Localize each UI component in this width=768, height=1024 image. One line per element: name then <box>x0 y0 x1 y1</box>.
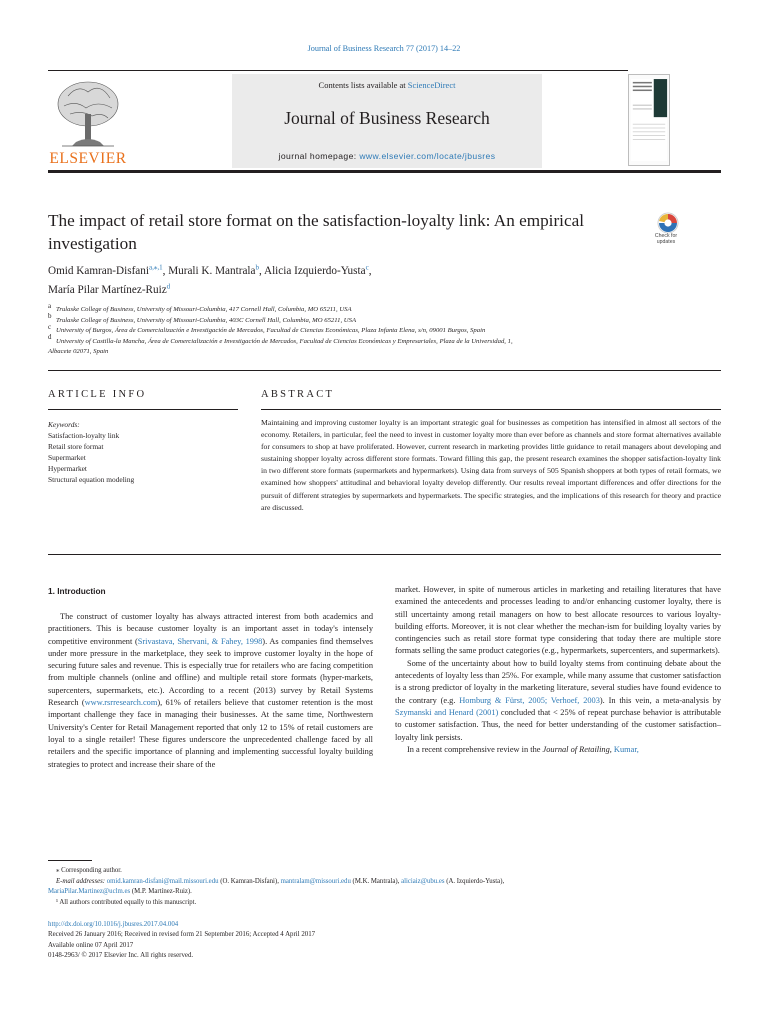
contents-line: Contents lists available at ScienceDirect <box>318 80 456 90</box>
email-link[interactable]: omid.kamran-disfani@mail.missouri.edu <box>106 877 219 885</box>
keywords-label: Keywords: <box>48 420 80 429</box>
keyword: Hypermarket <box>48 464 87 473</box>
affiliation-item: $^c$ University of Burgos, Área de Comercialización e Investigación de Mercados, Facultad de Ciencias Económicas, Plaza Infanta Elena, s/n, 09001 Burgos, Spain <box>48 322 486 334</box>
body-paragraph: market. However, in spite of numerous articles in marketing and retailing literatures that have examined the antecedents and processes leading to and/or enhancing customer loyalty, there is still uncertainty among retail managers on how to best allocate resources to various loyalty-building efforts. Moreover, it is not clear whether the mechan-ism for building loyalty varies by contingencies such as retail store format type considering that today there are multiple store formats selling the same product categories (e.g., hypermarkets, supercenters, and supermarkets). <box>395 585 721 656</box>
keywords-list <box>48 419 238 485</box>
body-paragraph: The construct of customer loyalty has always attracted interest from both academics and practitioners. This is because customer loyalty is an important asset in today's intensely competitive environment (Srivastava, Shervani, & Fahey, 1998). As companies find themselves under more pressure in the marketplace, they seek to improve customer loyalty in the hope of securing future sales and revenue. This is especially true for retailers who are facing competition from multiple channels (online and offline) and multiple retail store formats (hyper-markets, supercenters, supermarkets, etc.). According to a recent (2013) survey by Retail Systems Research (www.rsrresearch.com), 61% of retailers believe that customer retention is the most important challenge they face in managing their businesses. At the same time, Northwestern University's Center for Retail Management reported that only 12 to 15% of retail customers are loyal to a single retailer! These figures underscore the unprecedented challenge faced by all retailers and the specific importance of planning and implementing successful loyalty building strategies to protect and increase their share of the <box>48 612 374 769</box>
body-paragraph: Some of the uncertainty about how to build loyalty stems from continuing debate about the antecedents of loyalty less than 25%. For example, while many assume that customer satisfaction is a strong predictor of loyalty in the marketing literature, several studies have found evidence to the contrary (e.g. Homburg & Fürst, 2005; Verhoef, 2003). In this vein, a meta-analysis by Szymanski and Henard (2001) concluded that < 25% of repeat purchase behavior is attributable to customer satisfaction. Thus, the need for better understanding of the customer satisfaction–loyalty link persists. <box>395 658 722 742</box>
sciencedirect-link[interactable]: ScienceDirect <box>407 80 456 90</box>
email-link[interactable]: MariaPilar.Martinez@uclm.es <box>48 888 131 895</box>
journal-homepage: journal homepage: www.elsevier.com/locate/jbusres <box>278 151 496 161</box>
article-info-rule <box>48 409 238 410</box>
author-name: María Pilar Martínez-Ruiz <box>48 284 167 296</box>
footnote-corresponding: ⁎ Corresponding author. <box>56 867 122 874</box>
keyword: Structural equation modeling <box>48 475 135 484</box>
footnotes <box>48 866 721 908</box>
body-column-right <box>395 584 721 756</box>
reference-link[interactable]: Homburg & Fürst, 2005; Verhoef, 2003 <box>459 695 600 705</box>
received-dates: Received 26 January 2016; Received in revised form 21 September 2016; Accepted 4 April 2017 <box>48 931 316 939</box>
affiliation-item: $^b$ Trulaske College of Business, University of Missouri-Columbia, 403C Cornell Hall, Columbia, MO 65211, USA <box>48 312 357 324</box>
email-link[interactable]: mantralam@missouri.edu <box>280 877 351 885</box>
body-column-left <box>48 611 373 771</box>
section-divider <box>48 370 721 371</box>
journal-cover-thumbnail[interactable] <box>628 74 670 166</box>
author-marks[interactable]: a,⁎,1 <box>148 263 163 272</box>
keyword: Satisfaction-loyalty link <box>48 431 120 440</box>
reference-link[interactable]: Szymanski and Henard (2001) <box>395 707 499 717</box>
journal-title: Journal of Business Research <box>284 108 490 128</box>
header-top-rule <box>48 70 628 71</box>
author-name: Alicia Izquierdo-Yusta <box>263 265 366 277</box>
reference-link[interactable]: Kumar, <box>613 744 639 754</box>
author-name: Omid Kamran-Disfani <box>48 265 149 277</box>
section-heading-introduction: 1. Introduction <box>48 586 106 596</box>
publisher-name: ELSEVIER <box>49 150 127 167</box>
reference-link[interactable]: www.rsrresearch.com <box>84 698 158 708</box>
abstract-text: Maintaining and improving customer loyalty is an important strategic goal for businesses as competition has intensified in almost all sectors of the economy. Retailers, in particular, feel the need to invest in customer loyalty more than ever before as channels and store format alternatives available for consumers to shop at have proliferated. However, current research in marketing provides little guidance to retail managers about developing and sustaining shopper loyalty across different store formats. Toward filling this gap, the present research examines the shopper satisfaction-loyalty link in two different store formats (supermarkets and hypermarkets). Using data from surveys of 505 Spanish shoppers at both types of retail formats, we examined how shoppers' attitudinal and behavioral loyalty develop differently. Our results reveal important differences and offer directions for the pursuit of different strategies by supermarkets and hypermarkets. The specific strategies, and the implications of this research for theory and practice are discussed. <box>261 418 721 512</box>
author-marks[interactable]: c <box>365 263 369 272</box>
affiliation-item: Albacete 02071, Spain <box>48 348 109 355</box>
header-bottom-rule <box>48 170 721 173</box>
article-title: The impact of retail store format on the satisfaction-loyalty link: An empirical investigation <box>48 211 584 253</box>
author-marks[interactable]: b <box>255 263 259 272</box>
affiliation-item: $^a$ Trulaske College of Business, University of Missouri-Columbia, 417 Cornell Hall, Columbia, MO 65211, USA <box>48 301 352 313</box>
section-divider <box>48 554 721 555</box>
issn-copyright: 0148-2963/ © 2017 Elsevier Inc. All rights reserved. <box>48 951 194 959</box>
footnote-rule <box>48 860 92 861</box>
journal-citation[interactable]: Journal of Business Research 77 (2017) 14–22 <box>307 44 461 53</box>
doi-link[interactable]: http://dx.doi.org/10.1016/j.jbusres.2017.04.004 <box>48 921 179 928</box>
author-marks[interactable]: d <box>166 282 171 291</box>
abstract-heading: ABSTRACT <box>261 389 335 400</box>
abstract-rule <box>261 409 721 410</box>
affiliations <box>48 301 721 358</box>
author-name: Murali K. Mantrala <box>168 265 256 277</box>
check-for-updates-label[interactable]: Check for updates <box>654 233 678 245</box>
publication-metadata <box>48 920 548 961</box>
footnote-emails-cont: MariaPilar.Martinez@uclm.es (M.P. Martínez-Ruiz). <box>48 888 192 895</box>
keyword: Retail store format <box>48 442 104 451</box>
article-info-heading: ARTICLE INFO <box>48 389 147 400</box>
footnote-emails: E-mail addresses: omid.kamran-disfani@mail.missouri.edu (O. Kamran-Disfani), mantralam@missouri.edu (M.K. Mantrala), aliciaiz@ubu.es (A. Izquierdo-Yusta), <box>56 877 505 885</box>
body-paragraph: In a recent comprehensive review in the Journal of Retailing, Kumar, <box>407 744 639 754</box>
author-list: Omid Kamran-Disfani$^{a,⁎,1}$, Murali K. Mantrala$^b$, Alicia Izquierdo-Yusta$^c$, María Pilar Martínez-Ruiz$^d$ <box>48 263 372 296</box>
keyword: Supermarket <box>48 453 86 462</box>
footnote-equal-contribution: ¹ All authors contributed equally to this manuscript. <box>56 898 197 906</box>
affiliation-item: $^d$ University of Castilla-la Mancha, Área de Comercialización e Investigación de Mercados, Facultad de Ciencias Económicas y Empresariales, Plaza de la Universidad, 1, <box>48 333 513 345</box>
reference-link[interactable]: Srivastava, Shervani, & Fahey, 1998 <box>137 636 263 646</box>
email-link[interactable]: aliciaiz@ubu.es <box>401 877 445 885</box>
available-online: Available online 07 April 2017 <box>48 941 134 949</box>
homepage-link[interactable]: www.elsevier.com/locate/jbusres <box>359 151 496 161</box>
